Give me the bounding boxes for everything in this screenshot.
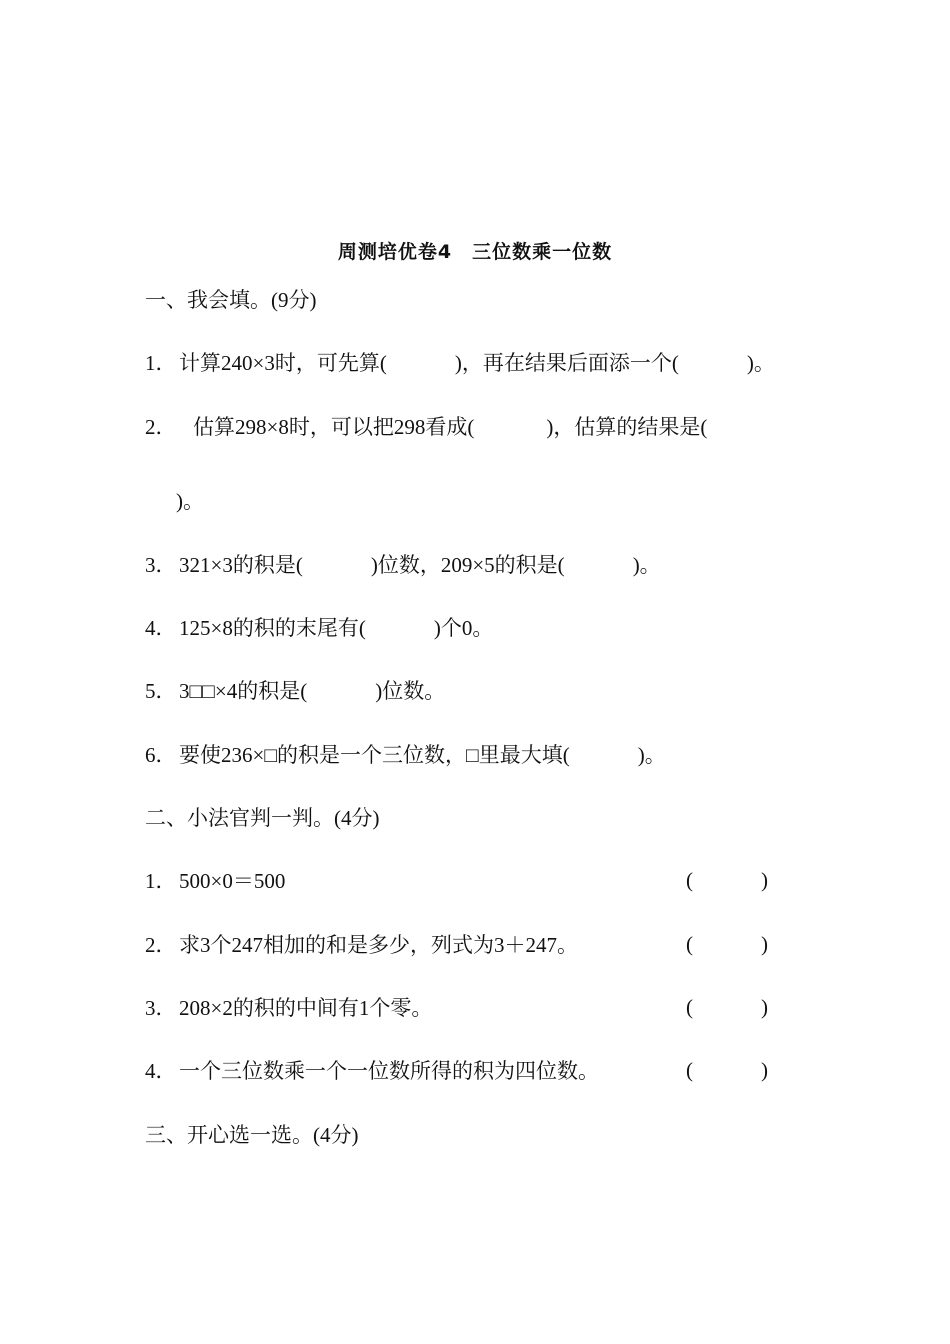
question-1-4 (145, 615, 493, 641)
question-text: 要使236×□的积是一个三位数，□里最大填( (179, 743, 570, 767)
question-text: )。 (632, 553, 661, 577)
question-1-6 (145, 742, 666, 768)
question-number: 5． (145, 679, 177, 703)
question-text: 125×8的积的末尾有( (179, 616, 366, 640)
question-number: 1． (145, 869, 177, 893)
question-text: )位数，209×5的积是( (370, 553, 565, 577)
question-number: 4． (145, 1059, 177, 1083)
question-1-1 (145, 350, 775, 376)
question-text: )，估算的结果是( (546, 415, 708, 439)
question-1-5 (145, 678, 445, 704)
question-text: )位数。 (375, 679, 446, 703)
question-text: 求3个247相加的和是多少，列式为3＋247。 (179, 933, 578, 957)
question-text: )个0。 (433, 616, 494, 640)
question-1-2 (145, 414, 707, 440)
judge-item-1 (145, 868, 285, 894)
section-1-heading: 一、我会填。(9分) (145, 288, 317, 312)
question-number: 2． (145, 415, 177, 439)
question-text: 估算298×8时，可以把298看成( (193, 415, 475, 439)
question-text: )。 (637, 743, 666, 767)
question-text: 208×2的积的中间有1个零。 (179, 996, 433, 1020)
section-2-heading: 二、小法官判一判。(4分) (145, 806, 380, 830)
question-number: 4． (145, 616, 177, 640)
question-text: 321×3的积是( (179, 553, 303, 577)
judge-item-2 (145, 932, 578, 958)
answer-paren-open[interactable]: ( (686, 932, 693, 956)
question-text: 3□□×4的积是( (179, 679, 308, 703)
question-text: 计算240×3时，可先算( (179, 351, 387, 375)
answer-paren-close[interactable]: ) (761, 1058, 768, 1082)
question-number: 1． (145, 351, 177, 375)
question-number: 3． (145, 553, 177, 577)
answer-paren-close[interactable]: ) (761, 932, 768, 956)
question-number: 6． (145, 743, 177, 767)
judge-item-3 (145, 995, 432, 1021)
question-text: 一个三位数乘一个一位数所得的积为四位数。 (179, 1059, 599, 1083)
answer-paren-open[interactable]: ( (686, 868, 693, 892)
section-3-heading: 三、开心选一选。(4分) (145, 1123, 359, 1147)
answer-paren-open[interactable]: ( (686, 995, 693, 1019)
page-title: 周测培优卷4 三位数乘一位数 (337, 241, 613, 263)
question-text: 500×0＝500 (179, 869, 286, 893)
judge-item-4 (145, 1058, 599, 1084)
question-number: 2． (145, 933, 177, 957)
answer-paren-close[interactable]: ) (761, 995, 768, 1019)
answer-paren-close[interactable]: ) (761, 868, 768, 892)
question-text: )。 (746, 351, 775, 375)
question-text: )，再在结果后面添一个( (454, 351, 679, 375)
question-1-3 (145, 552, 661, 578)
question-number: 3． (145, 996, 177, 1020)
question-1-2-end: )。 (176, 489, 204, 513)
answer-paren-open[interactable]: ( (686, 1058, 693, 1082)
